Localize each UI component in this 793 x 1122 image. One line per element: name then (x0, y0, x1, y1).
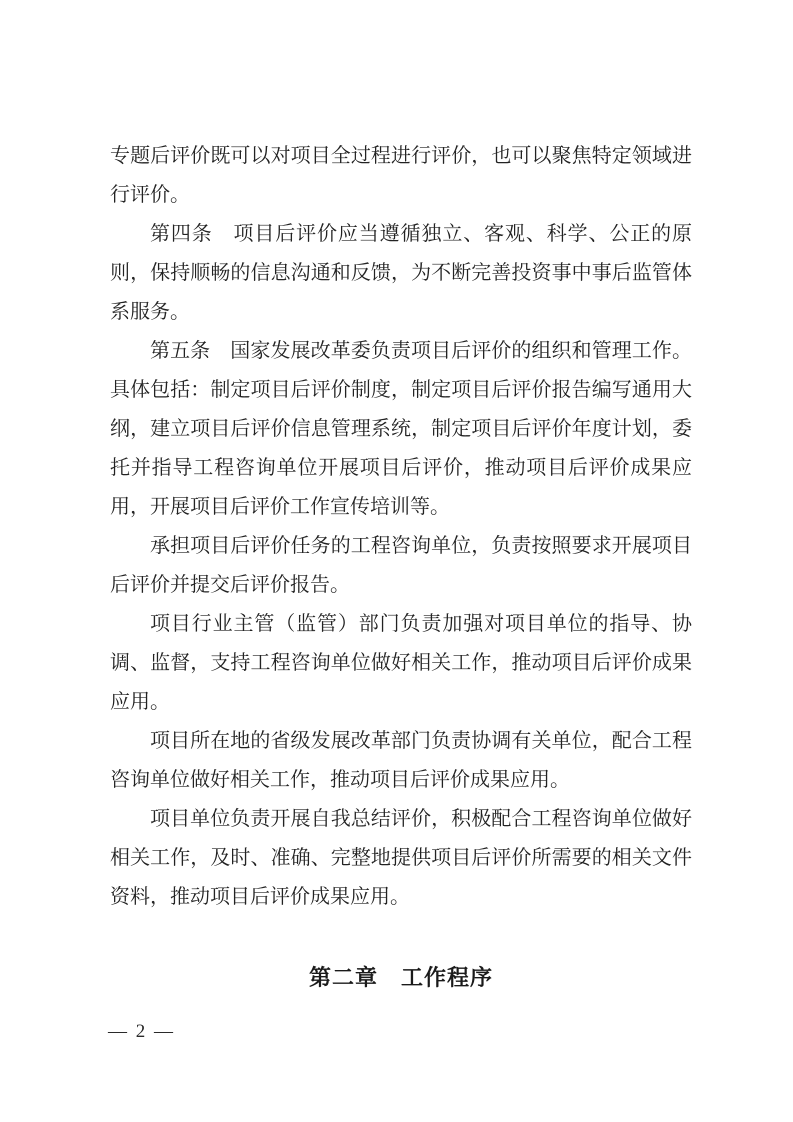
paragraph-article-5: 第五条 国家发展改革委负责项目后评价的组织和管理工作。具体包括：制定项目后评价制度，制定项目后评价报告编写通用大纲，建立项目后评价信息管理系统，制定项目后评价年度计划，委托并指导工程咨询单位开展项目后评价，推动项目后评价成果应用，开展项目后评价工作宣传培训等。 (110, 340, 692, 518)
paragraph-project-unit: 项目单位负责开展自我总结评价，积极配合工程咨询单位做好相关工作，及时、准确、完整地提供项目后评价所需要的相关文件资料，推动项目后评价成果应用。 (110, 808, 692, 908)
paragraph-provincial-authority: 项目所在地的省级发展改革部门负责协调有关单位，配合工程咨询单位做好相关工作，推动项目后评价成果应用。 (110, 730, 692, 791)
chapter-heading: 第二章 工作程序 (308, 965, 493, 990)
document-body (110, 137, 692, 997)
paragraph-continuation: 专题后评价既可以对项目全过程进行评价，也可以聚焦特定领域进行评价。 (110, 145, 692, 206)
page-number: — 2 — (108, 1021, 175, 1042)
paragraph-article-4: 第四条 项目后评价应当遵循独立、客观、科学、公正的原则，保持顺畅的信息沟通和反馈，为不断完善投资事中事后监管体系服务。 (110, 223, 692, 323)
paragraph-industry-authority: 项目行业主管（监管）部门负责加强对项目单位的指导、协调、监督，支持工程咨询单位做好相关工作，推动项目后评价成果应用。 (110, 613, 692, 713)
paragraph-consulting-unit: 承担项目后评价任务的工程咨询单位，负责按照要求开展项目后评价并提交后评价报告。 (110, 535, 692, 596)
